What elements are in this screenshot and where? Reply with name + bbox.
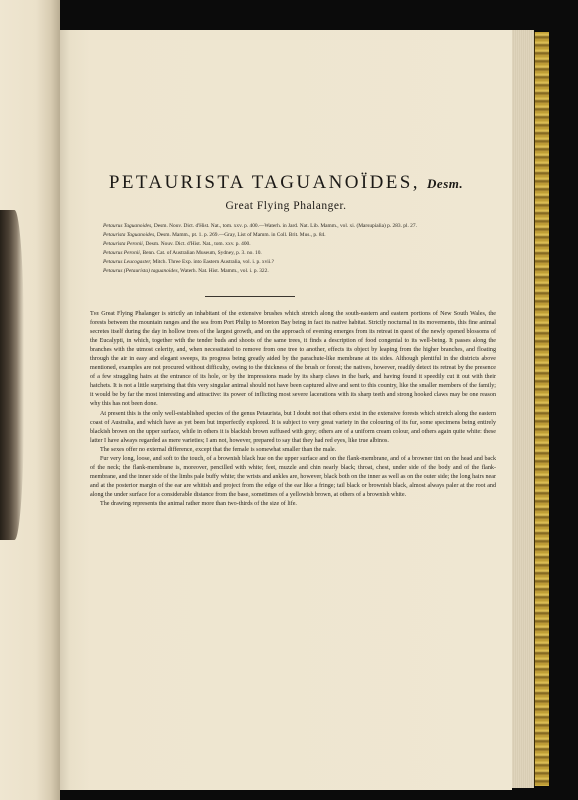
body-paragraph	[90, 310, 496, 410]
body-paragraph	[90, 410, 496, 446]
synonym-name: Petaurista Peronii,	[103, 241, 145, 247]
paragraph-lead: The	[90, 311, 100, 317]
synonym-entry	[103, 240, 503, 249]
species-authority: Desm.	[427, 176, 464, 191]
synonym-entry	[103, 258, 503, 267]
facing-plate-illustration	[0, 210, 24, 540]
paragraph-text: Great Flying Phalanger is strictly an inhabitant of the extensive brushes which stretch along the south-eastern and eastern portions of New South Wales, the forests between the mountain ranges and the sea from Port Philip to Moreton Bay being in fact its native habitat. Strictly nocturnal in its movements, this fine animal secretes itself during the day in hollow trees of the largest growth, and on the approach of evening emerges from its retreat in quest of the newly opened blossoms of the Eucalypti, in which, together with the tender buds and shoots of the same trees, it finds a description of food congenial to its well-being. It passes along the branches with the utmost celerity, and, when necessitated to remove from one tree to another, effects its object by leaping from the higher branches, and floating through the air in easy and elegant sweeps, its progress being greatly aided by the parachute-like membrane at its sides. Although plentiful in the districts above mentioned, examples are not procured without difficulty, owing to the thickness of the brush or forest; the natives, however, readily detect its retreat by the presence of a few straggling hairs at the entrance of its hole, or by the impressions made by its sharp claws in the bark, and having found it speedily cut it out with their hatchets. It is not a little surprising that this very singular animal should not have been captured alive and sent to this country, like the smaller members of the family; it would be by far the most interesting and attractive: its power of inflicting most severe lacerations with its sharp teeth and strong hooked claws may be one reason why this has not been done.	[90, 311, 496, 408]
body-paragraph	[90, 455, 496, 500]
synonym-name: Petaurus Leucogaster,	[103, 259, 152, 265]
synonym-entry	[103, 231, 503, 240]
synonym-entry	[103, 267, 503, 276]
synonym-entry	[103, 249, 503, 258]
paragraph-text: Fur very long, loose, and soft to the touch, of a brownish black hue on the upper surface and on the flank-membrane, and of a browner tint on the head and back of the neck; the flank-membrane is, moreover, pencilled with white; feet, muzzle and chin nearly black; throat, chest, under side of the body and of the flank-membrane, and the inner side of the limbs pale buffy white; the wrists and ankles are, however, black both on the inner as well as on the outer side; the long hairs near and at the posterior margin of the ear are whitish and project from the edge of the ear like a fringe; tail black or brownish black, almost always paler at the root and along the under surface for a considerable distance from the base, sometimes of a yellowish brown, at others of a brownish white.	[90, 455, 496, 498]
description-text	[90, 310, 496, 509]
body-paragraph	[90, 500, 496, 509]
common-name: Great Flying Phalanger.	[225, 200, 347, 212]
page-title	[60, 172, 512, 194]
body-paragraph	[90, 446, 496, 455]
synonym-name: Petaurus (Petaurista) taguanoides,	[103, 268, 179, 274]
synonym-reference: Waterh. Nat. Hist. Mamm., vol. i. p. 322.	[178, 268, 269, 274]
gilt-binding-edge	[534, 32, 549, 786]
synonym-reference: Mitch. Three Exp. into Eastern Australia, vol. i. p. xvii.?	[151, 259, 275, 265]
paragraph-text: At present this is the only well-established species of the genus Petaurista, but I doubt not that others exist in the extensive forests which stretch along the eastern coast of Australia, and which have as yet been but imperfectly explored. It is subject to very great variety in the colouring of its fur, some specimens being entirely blackish brown on the upper surface, while in others it is blackish brown suffused with grey; others are of a uniform cream colour, and others again quite white: these latter I have always regarded as mere varieties; I am not, however, prepared to say that they had red eyes, like true albinos.	[90, 410, 496, 444]
synonym-reference: Desm. Nouv. Dict. d'Hist. Nat., tom. xxv. p. 400.	[144, 241, 251, 247]
synonym-reference: Desm. Nouv. Dict. d'Hist. Nat., tom. xxv. p. 400.—Waterh. in Jard. Nat. Lib. Mamm., vol. xi. (Marsupialia) p. 283. pl. 27.	[152, 223, 417, 229]
synonym-reference: Benn. Cat. of Australian Museum, Sydney, p. 3. no. 10.	[141, 250, 262, 256]
section-divider	[205, 296, 295, 297]
species-name: PETAURISTA TAGUANOÏDES,	[108, 172, 420, 193]
paragraph-text: The sexes offer no external difference, except that the female is somewhat smaller than the male.	[100, 446, 337, 453]
synonym-name: Petaurista Taguanoides,	[103, 232, 156, 238]
synonym-reference: Desm. Mamm., pt. 1. p. 269.—Gray, List of Mamm. in Coll. Brit. Mus., p. 84.	[155, 232, 326, 238]
synonym-name: Petaurus Taguanoides,	[103, 223, 153, 229]
synonym-name: Petaurus Peronii,	[103, 250, 142, 256]
synonymy-list	[103, 222, 503, 276]
paragraph-text: The drawing represents the animal rather more than two-thirds of the size of life.	[100, 500, 297, 507]
page-fore-edge	[512, 30, 534, 788]
synonym-entry	[103, 222, 503, 231]
